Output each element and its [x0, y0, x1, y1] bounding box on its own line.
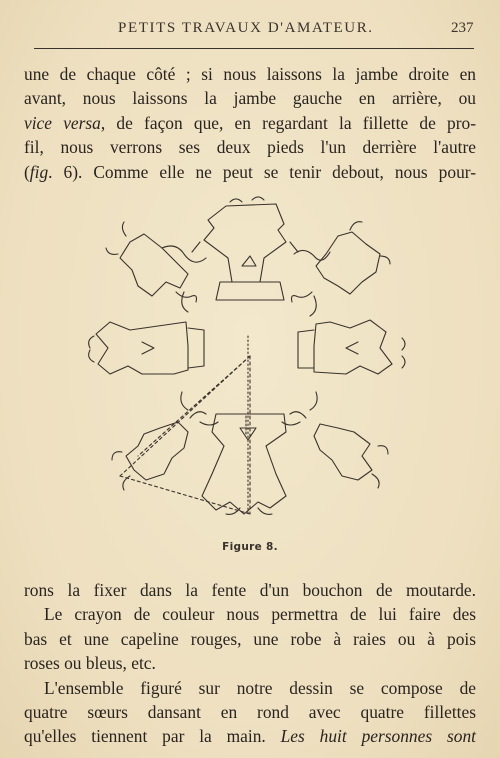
text-fragment: ( [24, 161, 30, 182]
doll-upper-right [292, 222, 391, 302]
text-line: une de chaque côté ; si nous laissons la jambe droite en [24, 64, 476, 84]
paragraph-bottom [24, 578, 476, 749]
italic-phrase: fig [29, 161, 49, 182]
doll-left [89, 322, 204, 374]
text-line: Le crayon de couleur nous permettra de lui faire des [44, 604, 476, 625]
text-line: L'ensemble figuré sur notre dessin se compose de [44, 677, 476, 698]
header-rule [34, 48, 474, 49]
running-title: PETITS TRAVAUX D'AMATEUR. [118, 20, 374, 36]
text-line: avant, nous laissons la jambe gauche en arrière, ou [24, 88, 476, 109]
paragraph-top [24, 62, 476, 184]
doll-lower-right [290, 412, 388, 488]
text-fragment: qu'elles tiennent par la main. [24, 726, 266, 747]
figure-illustration [80, 196, 420, 531]
page-header [0, 18, 500, 42]
text-line: rons la fixer dans la fente d'un bouchon de moutarde. [24, 580, 476, 600]
doll-right [298, 320, 405, 374]
doll-upper-left [106, 222, 197, 302]
page-number: 237 [451, 20, 474, 36]
text-line [24, 111, 476, 135]
doll-top [192, 197, 298, 300]
figure-caption: Figure 8. [222, 541, 278, 553]
text-line: bas et une capeline rouges, une robe à raies ou à pois [24, 628, 476, 649]
doll-bottom [202, 414, 286, 514]
text-line [24, 724, 476, 748]
text-line: quatre sœurs dansant en rond avec quatre fillettes [24, 702, 476, 723]
italic-phrase: vice versa [24, 112, 101, 133]
fold-diagram-lines [120, 356, 250, 514]
text-line: fil, nous verrons ses deux pieds l'un derrière l'autre [24, 137, 476, 158]
text-line: roses ou bleus, etc. [24, 653, 156, 674]
text-line [24, 160, 476, 184]
text-fragment: . 6). Comme elle ne peut se tenir debout, nous pour- [48, 161, 476, 182]
text-fragment: , de façon que, en regardant la fillette de pro- [100, 112, 476, 133]
dancing-paper-dolls-figure [80, 196, 420, 531]
italic-phrase: Les huit personnes sont [280, 726, 476, 747]
